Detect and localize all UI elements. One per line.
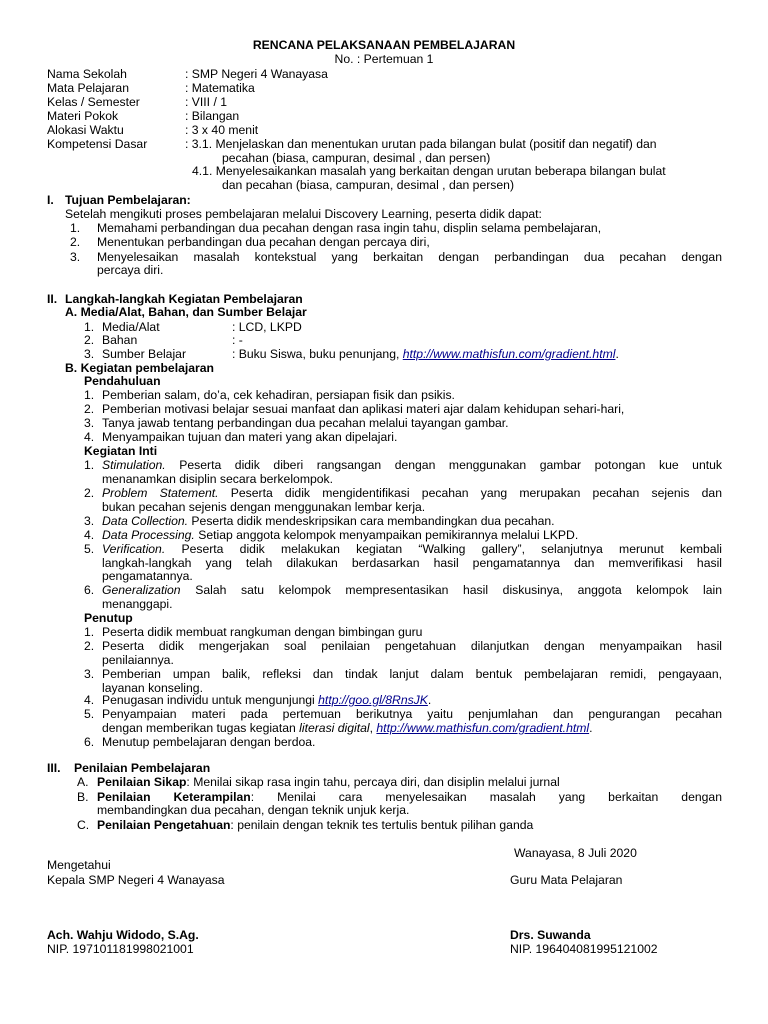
phase-heading: Kegiatan Inti (84, 444, 158, 458)
teacher-name: Drs. Suwanda (510, 928, 591, 942)
identity-label: Nama Sekolah (47, 67, 127, 81)
assessment-type: Penilaian Keterampilan (97, 790, 251, 804)
list-item-cont: membandingkan dua pecahan, dengan teknik unjuk kerja. (97, 803, 410, 817)
list-item-cont: langkah-langkah yang telah dilakukan berdasarkan hasil pengamatannya dan memverifikasi hasil (102, 556, 722, 570)
list-item: Data Processing. Setiap anggota kelompok menyampaikan pemikirannya melalui LKPD. (102, 528, 579, 542)
identity-label: Alokasi Waktu (47, 123, 124, 137)
list-item: Penugasan individu untuk mengunjungi http://goo.gl/8RnsJK. (102, 693, 432, 707)
list-number: 2. (84, 402, 95, 416)
section-heading: Penilaian Pembelajaran (74, 761, 211, 775)
phase-heading: Penutup (84, 611, 133, 625)
subsection-heading: B. Kegiatan pembelajaran (65, 361, 215, 375)
task-link[interactable]: http://goo.gl/8RnsJK (318, 693, 428, 707)
list-item: Penyampaian materi pada pertemuan berikutnya yaitu penjumlahan dan pengurangan pecahan (102, 707, 722, 721)
media-label: Media/Alat (102, 320, 160, 334)
media-line (232, 347, 619, 361)
list-number: C. (77, 818, 90, 832)
list-item: Menyelesaikan masalah kontekstual yang berkaitan dengan perbandingan dua pecahan dengan (97, 250, 722, 264)
list-item: Menyampaikan tujuan dan materi yang akan dipelajari. (102, 430, 398, 444)
acknowledged-label: Mengetahui (47, 858, 111, 872)
section-number: II. (47, 292, 58, 306)
identity-value: : Matematika (185, 81, 255, 95)
identity-value: : SMP Negeri 4 Wanayasa (185, 67, 328, 81)
list-item: Menutup pembelajaran dengan berdoa. (102, 735, 316, 749)
phase-term: Verification. (102, 542, 166, 556)
list-item: Data Collection. Peserta didik mendeskripsikan cara membandingkan dua pecahan. (102, 514, 555, 528)
page-title: RENCANA PELAKSANAAN PEMBELAJARAN (252, 38, 516, 52)
list-item-cont: menanggapi. (102, 597, 173, 611)
list-item-cont: pengamatannya. (102, 569, 193, 583)
identity-value: : 3.1. Menjelaskan dan menentukan urutan pada bilangan bulat (positif dan negatif) dan (185, 137, 657, 151)
list-number: 2. (70, 235, 81, 249)
media-value: : Buku Siswa, buku penunjang, (232, 347, 400, 361)
principal-title: Kepala SMP Negeri 4 Wanayasa (47, 873, 225, 887)
phase-term: Data Processing. (102, 528, 195, 542)
section-intro: Setelah mengikuti proses pembelajaran melalui Discovery Learning, peserta didik dapat: (65, 207, 542, 221)
list-item: Problem Statement. Peserta didik mengidentifikasi pecahan yang merupakan pecahan sejenis dan (102, 486, 722, 500)
list-item: Stimulation. Peserta didik diberi rangsangan dengan menggunakan gambar potongan kue untuk (102, 458, 722, 472)
media-value: : - (232, 333, 243, 347)
assessment-type: Penilaian Pengetahuan (97, 818, 231, 832)
list-number: 3. (70, 250, 81, 264)
list-number: 3. (84, 667, 95, 681)
list-item-cont: dengan memberikan tugas kegiatan literasi digital, http://www.mathisfun.com/gradient.html. (102, 721, 593, 735)
list-number: 3. (84, 416, 95, 430)
list-item: Verification. Peserta didik melakukan kegiatan “Walking gallery”, selanjutnya merunut kembali (102, 542, 722, 556)
list-number: 6. (84, 735, 95, 749)
list-number: 6. (84, 583, 95, 597)
list-item: Penilaian Keterampilan: Menilai cara menyelesaikan masalah yang berkaitan dengan (97, 790, 722, 804)
list-number: 1. (84, 388, 95, 402)
list-number: B. (77, 790, 89, 804)
list-number: 2. (84, 639, 95, 653)
list-number: 1. (70, 221, 81, 235)
list-item: Penilaian Pengetahuan: penilain dengan teknik tes tertulis bentuk pilihan ganda (97, 818, 534, 832)
identity-label: Kelas / Semester (47, 95, 140, 109)
section-heading: Tujuan Pembelajaran: (65, 193, 191, 207)
phase-heading: Pendahuluan (84, 374, 161, 388)
list-item: Pemberian motivasi belajar sesuai manfaat dan aplikasi materi ajar dalam kehidupan sehari-hari, (102, 402, 625, 416)
place-date: Wanayasa, 8 Juli 2020 (514, 846, 637, 860)
meeting-number: No. : Pertemuan 1 (334, 52, 434, 66)
phase-term: Generalization (102, 583, 181, 597)
list-item: Memahami perbandingan dua pecahan dengan rasa ingin tahu, displin selama pembelajaran, (97, 221, 602, 235)
list-number: 4. (84, 528, 95, 542)
principal-name: Ach. Wahju Widodo, S.Ag. (47, 928, 199, 942)
subsection-heading: A. Media/Alat, Bahan, dan Sumber Belajar (65, 305, 307, 319)
principal-nip: NIP. 197101181998021001 (47, 942, 194, 956)
media-label: Bahan (102, 333, 138, 347)
list-number: 5. (84, 542, 95, 556)
phase-term: Data Collection. (102, 514, 189, 528)
list-number: 2. (84, 486, 95, 500)
teacher-title: Guru Mata Pelajaran (510, 873, 623, 887)
list-item: Peserta didik mengerjakan soal penilaian pengetahuan dilanjutkan dengan menyampaikan hasil (102, 639, 722, 653)
list-item-cont: penilaiannya. (102, 653, 174, 667)
list-item: Penilaian Sikap: Menilai sikap rasa ingin tahu, percaya diri, dan disiplin melalui jurnal (97, 775, 560, 789)
list-item: Peserta didik membuat rangkuman dengan bimbingan guru (102, 625, 423, 639)
kd-line: dan pecahan (biasa, campuran, desimal , dan persen) (222, 178, 515, 192)
list-item: Tanya jawab tentang perbandingan dua pecahan melalui tayangan gambar. (102, 416, 509, 430)
list-number: 3. (84, 514, 95, 528)
media-label: Sumber Belajar (102, 347, 186, 361)
identity-label: Kompetensi Dasar (47, 137, 148, 151)
list-item-cont: layanan konseling. (102, 681, 203, 695)
kd-line: 4.1. Menyelesaikankan masalah yang berkaitan dengan urutan beberapa bilangan bulat (192, 164, 666, 178)
literasi-term: literasi digital (299, 721, 370, 735)
period: . (615, 347, 619, 361)
section-number: I. (47, 193, 54, 207)
phase-term: Stimulation. (102, 458, 166, 472)
list-number: A. (77, 775, 89, 789)
identity-value: : Bilangan (185, 109, 240, 123)
list-item-cont: menanamkan disiplin secara berkelompok. (102, 472, 334, 486)
assessment-type: Penilaian Sikap (97, 775, 187, 789)
identity-label: Mata Pelajaran (47, 81, 129, 95)
list-item: Pemberian umpan balik, refleksi dan tindak lanjut dalam bentuk pembelajaran remidi, pengayaan, (102, 667, 722, 681)
source-link[interactable]: http://www.mathisfun.com/gradient.html (376, 721, 590, 735)
list-number: 4. (84, 693, 95, 707)
source-link[interactable]: http://www.mathisfun.com/gradient.html (402, 347, 616, 361)
phase-term: Problem Statement. (102, 486, 219, 500)
list-item-cont: bukan pecahan sejenis dengan menggunakan lembar kerja. (102, 500, 426, 514)
kd-line: pecahan (biasa, campuran, desimal , dan persen) (222, 151, 491, 165)
list-number: 3. (84, 347, 95, 361)
identity-value: : VIII / 1 (185, 95, 227, 109)
teacher-nip: NIP. 196404081995121002 (510, 942, 658, 956)
section-heading: Langkah-langkah Kegiatan Pembelajaran (65, 292, 303, 306)
list-number: 1. (84, 458, 95, 472)
list-number: 1. (84, 625, 95, 639)
identity-value: : 3 x 40 menit (185, 123, 259, 137)
list-item: Menentukan perbandingan dua pecahan dengan percaya diri, (97, 235, 430, 249)
list-number: 2. (84, 333, 95, 347)
section-number: III. (47, 761, 61, 775)
list-number: 4. (84, 430, 95, 444)
list-item: Generalization Salah satu kelompok mempresentasikan hasil diskusinya, anggota kelompok lain (102, 583, 722, 597)
list-number: 1. (84, 320, 95, 334)
list-number: 5. (84, 707, 95, 721)
list-item-cont: percaya diri. (97, 263, 164, 277)
list-item: Pemberian salam, do’a, cek kehadiran, persiapan fisik dan psikis. (102, 388, 455, 402)
media-value: : LCD, LKPD (232, 320, 302, 334)
identity-label: Materi Pokok (47, 109, 119, 123)
